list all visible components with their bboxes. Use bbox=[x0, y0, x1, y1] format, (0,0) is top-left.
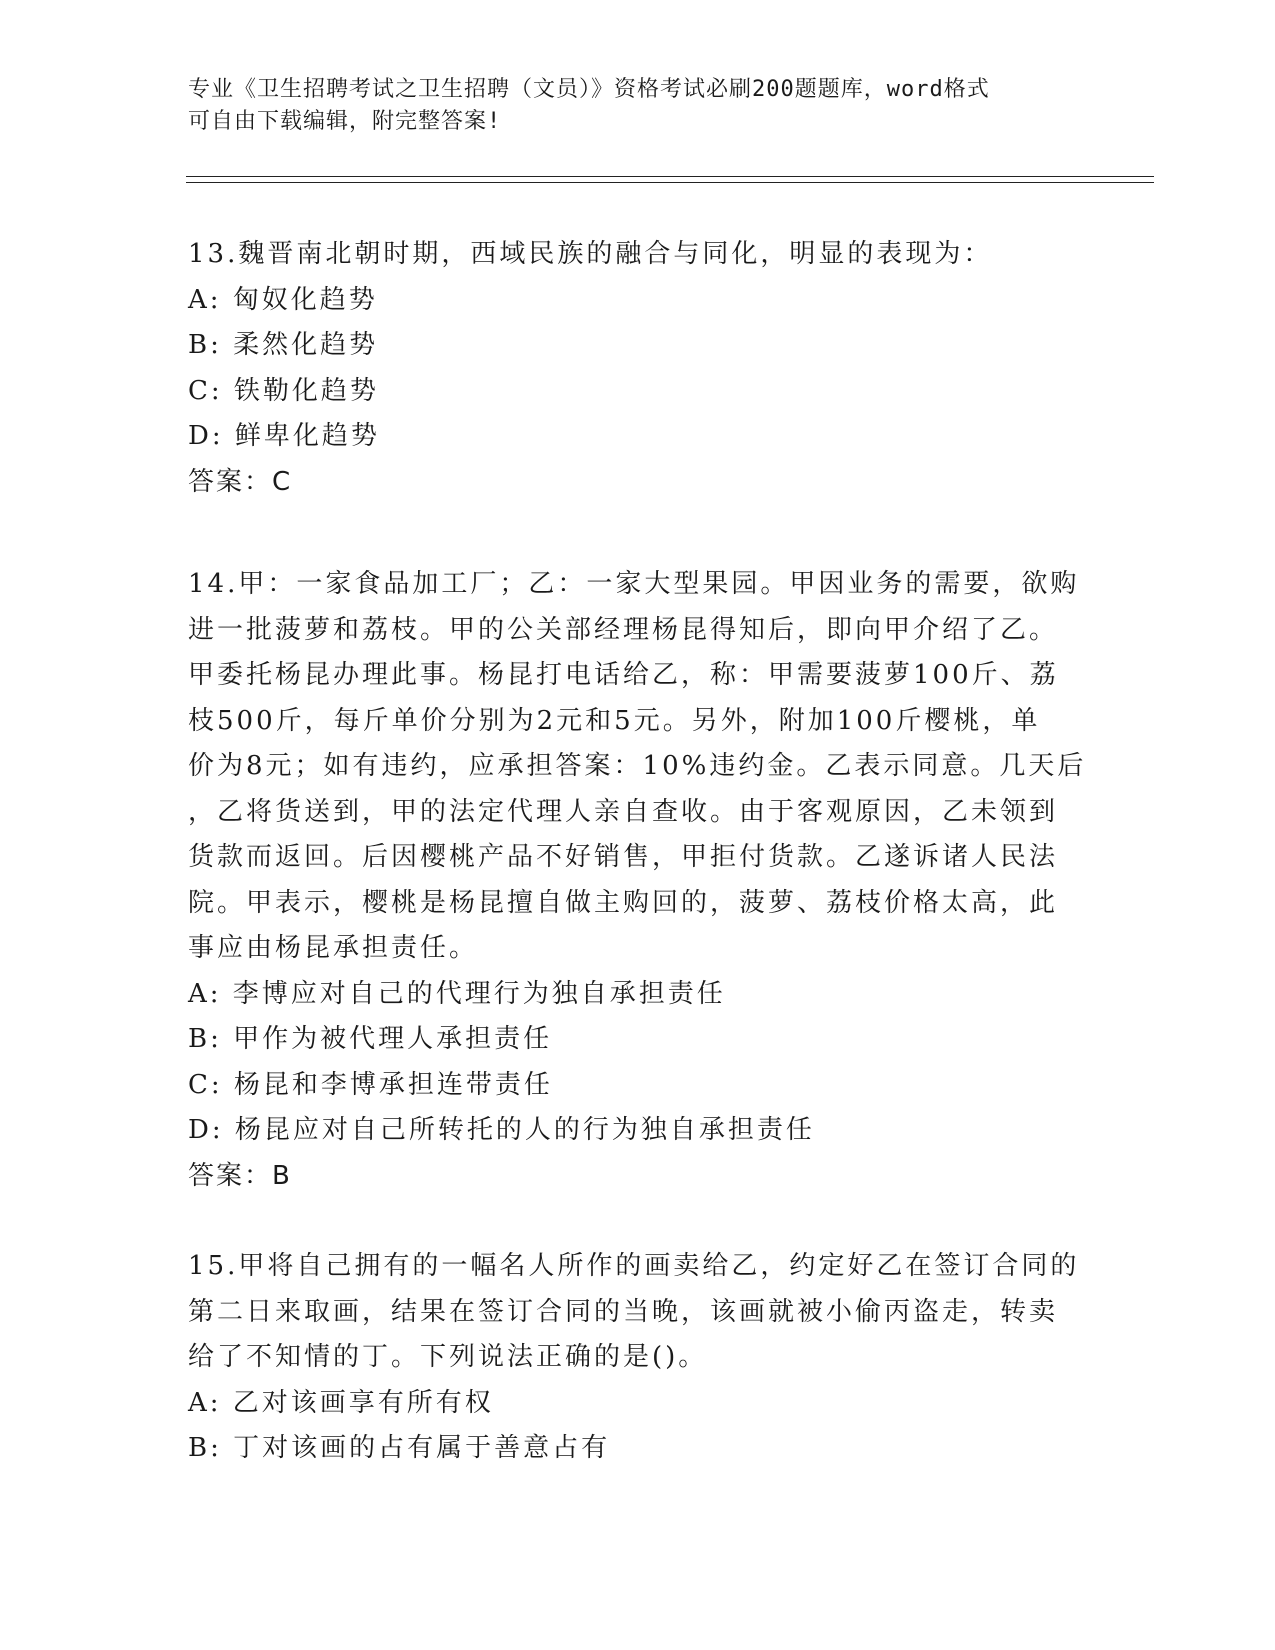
header-divider-top bbox=[186, 176, 1154, 177]
option-b: B: 柔然化趋势 bbox=[188, 330, 379, 360]
answer-line: 答案：B bbox=[188, 1160, 292, 1191]
answer-line: 答案：C bbox=[188, 466, 293, 497]
option-a: A: 李博应对自己的代理行为独自承担责任 bbox=[188, 978, 726, 1009]
option-c: C: 杨昆和李博承担连带责任 bbox=[188, 1069, 553, 1100]
stem-line: 第二日来取画，结果在签订合同的当晚，该画就被小偷丙盗走，转卖 bbox=[188, 1296, 1059, 1327]
stem-line: 事应由杨昆承担责任。 bbox=[188, 933, 479, 963]
stem-line: 枝500斤，每斤单价分别为2元和5元。另外，附加100斤樱桃，单 bbox=[188, 705, 1041, 736]
stem-line: 货款而返回。后因樱桃产品不好销售，甲拒付货款。乙遂诉诸人民法 bbox=[188, 842, 1059, 872]
option-d: D: 鲜卑化趋势 bbox=[188, 421, 380, 451]
stem-line: 院。甲表示，樱桃是杨昆擅自做主购回的，菠萝、荔枝价格太高，此 bbox=[188, 887, 1059, 918]
question-stem bbox=[188, 562, 1087, 972]
stem-line: ，乙将货送到，甲的法定代理人亲自查收。由于客观原因，乙未领到 bbox=[188, 796, 1059, 827]
stem-line: 进一批菠萝和荔枝。甲的公关部经理杨昆得知后，即向甲介绍了乙。 bbox=[188, 614, 1059, 645]
option-a: A: 乙对该画享有所有权 bbox=[188, 1387, 494, 1418]
header-line-1: 专业《卫生招聘考试之卫生招聘（文员）》资格考试必刷200题题库，word格式 bbox=[188, 77, 990, 102]
header-line-2: 可自由下载编辑，附完整答案! bbox=[188, 109, 502, 134]
question-stem bbox=[188, 1244, 1080, 1381]
stem-line: 13.魏晋南北朝时期，西域民族的融合与同化，明显的表现为： bbox=[188, 239, 993, 269]
stem-line: 给了不知情的丁。下列说法正确的是()。 bbox=[188, 1342, 708, 1372]
question-14 bbox=[188, 562, 1087, 1199]
question-13 bbox=[188, 232, 1068, 505]
option-b: B: 丁对该画的占有属于善意占有 bbox=[188, 1433, 611, 1463]
stem-line: 14.甲：一家食品加工厂；乙：一家大型果园。甲因业务的需要，欲购 bbox=[188, 569, 1080, 599]
document-header bbox=[188, 74, 1068, 138]
option-d: D: 杨昆应对自己所转托的人的行为独自承担责任 bbox=[188, 1115, 815, 1145]
question-stem bbox=[188, 232, 1068, 278]
stem-line: 甲委托杨昆办理此事。杨昆打电话给乙，称：甲需要菠萝100斤、荔 bbox=[188, 660, 1059, 690]
option-b: B: 甲作为被代理人承担责任 bbox=[188, 1024, 553, 1054]
option-c: C: 铁勒化趋势 bbox=[188, 375, 379, 406]
question-15 bbox=[188, 1244, 1080, 1472]
stem-line: 价为8元；如有违约，应承担答案：10%违约金。乙表示同意。几天后 bbox=[188, 751, 1087, 781]
option-a: A: 匈奴化趋势 bbox=[188, 284, 378, 315]
header-divider-bottom bbox=[186, 182, 1154, 183]
stem-line: 15.甲将自己拥有的一幅名人所作的画卖给乙，约定好乙在签订合同的 bbox=[188, 1251, 1080, 1281]
